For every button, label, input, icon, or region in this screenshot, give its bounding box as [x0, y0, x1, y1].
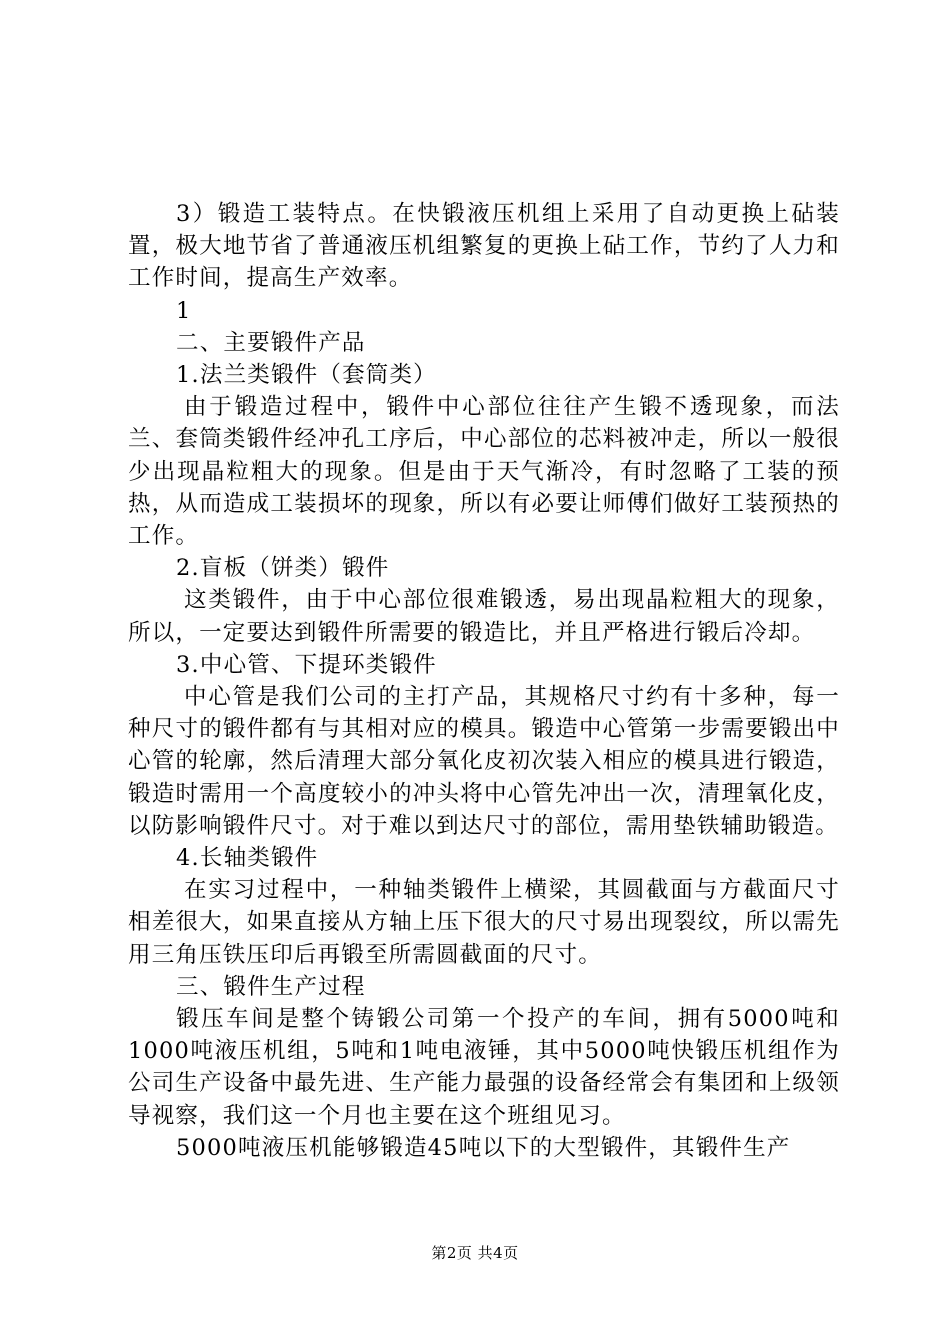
- paragraph-center-tube-forgings: 中心管是我们公司的主打产品，其规格尺寸约有十多种，每一种尺寸的锻件都有与其相对应的模具。锻造中心管第一步需要锻出中心管的轮廓，然后清理大部分氧化皮初次装入相应的模具进行锻造，锻造时需用一个高度较小的冲头将中心管先冲出一次，清理氧化皮，以防影响锻件尺寸。对于难以到达尺寸的部位，需用垫铁辅助锻造。: [128, 684, 840, 839]
- page-number-marker: 1: [176, 297, 192, 324]
- subheading-flange-forgings: 1.法兰类锻件（套筒类）: [176, 362, 437, 389]
- paragraph-blind-plate-forgings: 这类锻件，由于中心部位很难锻透，易出现晶粒粗大的现象，所以，一定要达到锻件所需要的锻造比，并且严格进行锻后冷却。: [128, 587, 840, 646]
- document-body: [128, 198, 840, 1164]
- subheading-center-tube-forgings: 3.中心管、下提环类锻件: [176, 651, 437, 678]
- paragraph-long-shaft-forgings: 在实习过程中，一种轴类锻件上横梁，其圆截面与方截面尺寸相差很大，如果直接从方轴上压下很大的尺寸易出现裂纹，所以需先用三角压铁压印后再锻至所需圆截面的尺寸。: [128, 877, 840, 968]
- paragraph-flange-forgings: 由于锻造过程中，锻件中心部位往往产生锻不透现象，而法兰、套筒类锻件经冲孔工序后，中心部位的芯料被冲走，所以一般很少出现晶粒粗大的现象。但是由于天气渐冷，有时忽略了工装的预热，从而造成工装损坏的现象，所以有必要让师傅们做好工装预热的工作。: [128, 394, 840, 550]
- section-heading-main-products: 二、主要锻件产品: [176, 329, 366, 356]
- paragraph-forging-workshop: 锻压车间是整个铸锻公司第一个投产的车间，拥有5000吨和1000吨液压机组，5吨和1吨电液锤，其中5000吨快锻压机组作为公司生产设备中最先进、生产能力最强的设备经常会有集团和上级领导视察，我们这一个月也主要在这个班组见习。: [128, 1006, 840, 1129]
- page-footer: 第2页 共4页: [431, 1244, 519, 1262]
- paragraph-5000t-press: 5000吨液压机能够锻造45吨以下的大型锻件，其锻件生产: [176, 1134, 791, 1161]
- subheading-long-shaft-forgings: 4.长轴类锻件: [176, 845, 319, 872]
- paragraph-tooling-features: 3）锻造工装特点。在快锻液压机组上采用了自动更换上砧装置，极大地节省了普通液压机组繁复的更换上砧工作，节约了人力和工作时间，提高生产效率。: [128, 201, 840, 292]
- section-heading-production-process: 三、锻件生产过程: [176, 973, 366, 1000]
- subheading-blind-plate-forgings: 2.盲板（饼类）锻件: [176, 555, 390, 582]
